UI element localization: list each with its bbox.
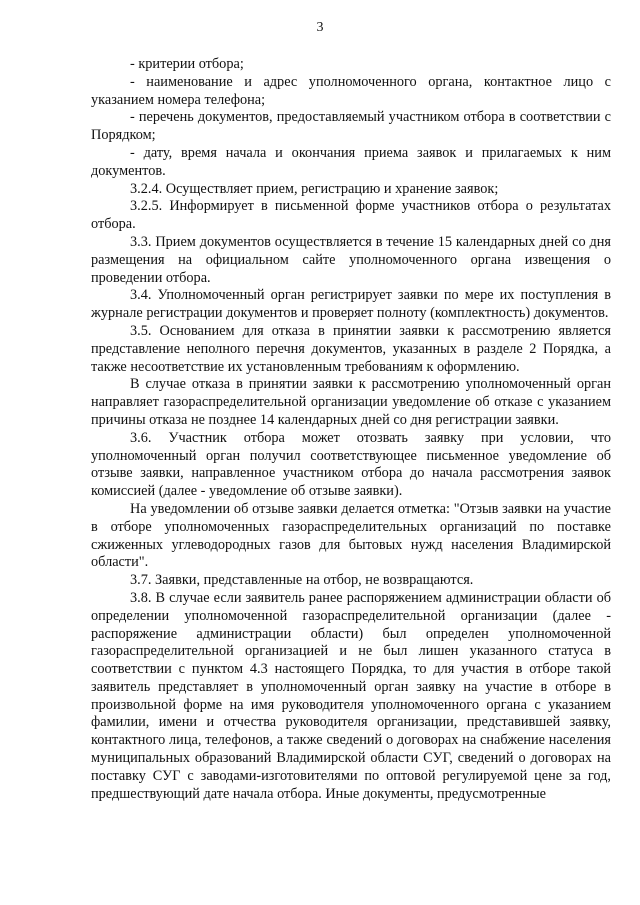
paragraph-authority-address: - наименование и адрес уполномоченного органа, контактное лицо с указанием номера телефона; (91, 73, 611, 108)
paragraph-refusal: В случае отказа в принятии заявки к рассмотрению уполномоченный орган направляет газораспределительной организации уведомление об отказе с указанием причины отказа не позднее 14 календарных дней со дня регистрации заявки. (91, 376, 611, 428)
paragraph-3-6: 3.6. Участник отбора может отозвать заявку при условии, что уполномоченный орган получил соответствующее письменное уведомление об отзыве заявки, направленное участником отбора до начала рассмотрения заявок комиссией (далее - уведомление об отзыве заявки). (91, 429, 611, 500)
paragraph-dates: - дату, время начала и окончания приема заявок и прилагаемых к ним документов. (91, 144, 611, 179)
paragraph-criteria: - критерии отбора; (130, 56, 244, 72)
paragraph-withdrawal-mark: На уведомлении об отзыве заявки делается отметка: "Отзыв заявки на участие в отборе уполномоченных газораспределительных организаций по поставке сжиженных углеводородных газов для бытовых нужд населения Владимирской области". (91, 500, 611, 571)
page-number: 3 (316, 20, 324, 35)
paragraph-3-5: 3.5. Основанием для отказа в принятии заявки к рассмотрению является представление неполного перечня документов, указанных в разделе 2 Порядка, а также несоответствие их установленным требованиям к оформлению. (91, 322, 611, 375)
paragraph-3-4: 3.4. Уполномоченный орган регистрирует заявки по мере их поступления в журнале регистрации документов и проверяет полноту (комплектность) документов. (91, 287, 611, 322)
paragraph-document-list: - перечень документов, предоставляемый участником отбора в соответствии с Порядком; (91, 109, 611, 144)
paragraph-3-7: 3.7. Заявки, представленные на отбор, не возвращаются. (130, 572, 474, 589)
paragraph-3-2-5: 3.2.5. Информирует в письменной форме участников отбора о результатах отбора. (91, 198, 611, 233)
paragraph-3-3: 3.3. Прием документов осуществляется в течение 15 календарных дней со дня размещения на официальном сайте уполномоченного органа извещения о проведении отбора. (91, 233, 611, 286)
paragraph-3-8: 3.8. В случае если заявитель ранее распоряжением администрации области об определении уполномоченной газораспределительной организации (далее - распоряжение администрации области) был определен уполномоченной газораспределительной организацией и не был лишен указанного статуса в соответствии с пунктом 4.3 настоящего Порядка, то для участия в отборе такой заявитель представляет в уполномоченный орган заявку на участие в отборе в произвольной форме на имя руководителя уполномоченного органа с указанием фамилии, имени и отчества руководителя организации, представившей заявку, контактного лица, телефонов, а также сведений о договорах на снабжение населения муниципальных образований Владимирской области СУГ, сведений о договорах на поставку СУГ с заводами-изготовителями по оптовой регулируемой цене за год, предшествующий дате начала отбора. Иные документы, предусмотренные (91, 589, 611, 802)
document-body (91, 56, 611, 803)
paragraph-3-2-4: 3.2.4. Осуществляет прием, регистрацию и хранение заявок; (130, 180, 499, 197)
